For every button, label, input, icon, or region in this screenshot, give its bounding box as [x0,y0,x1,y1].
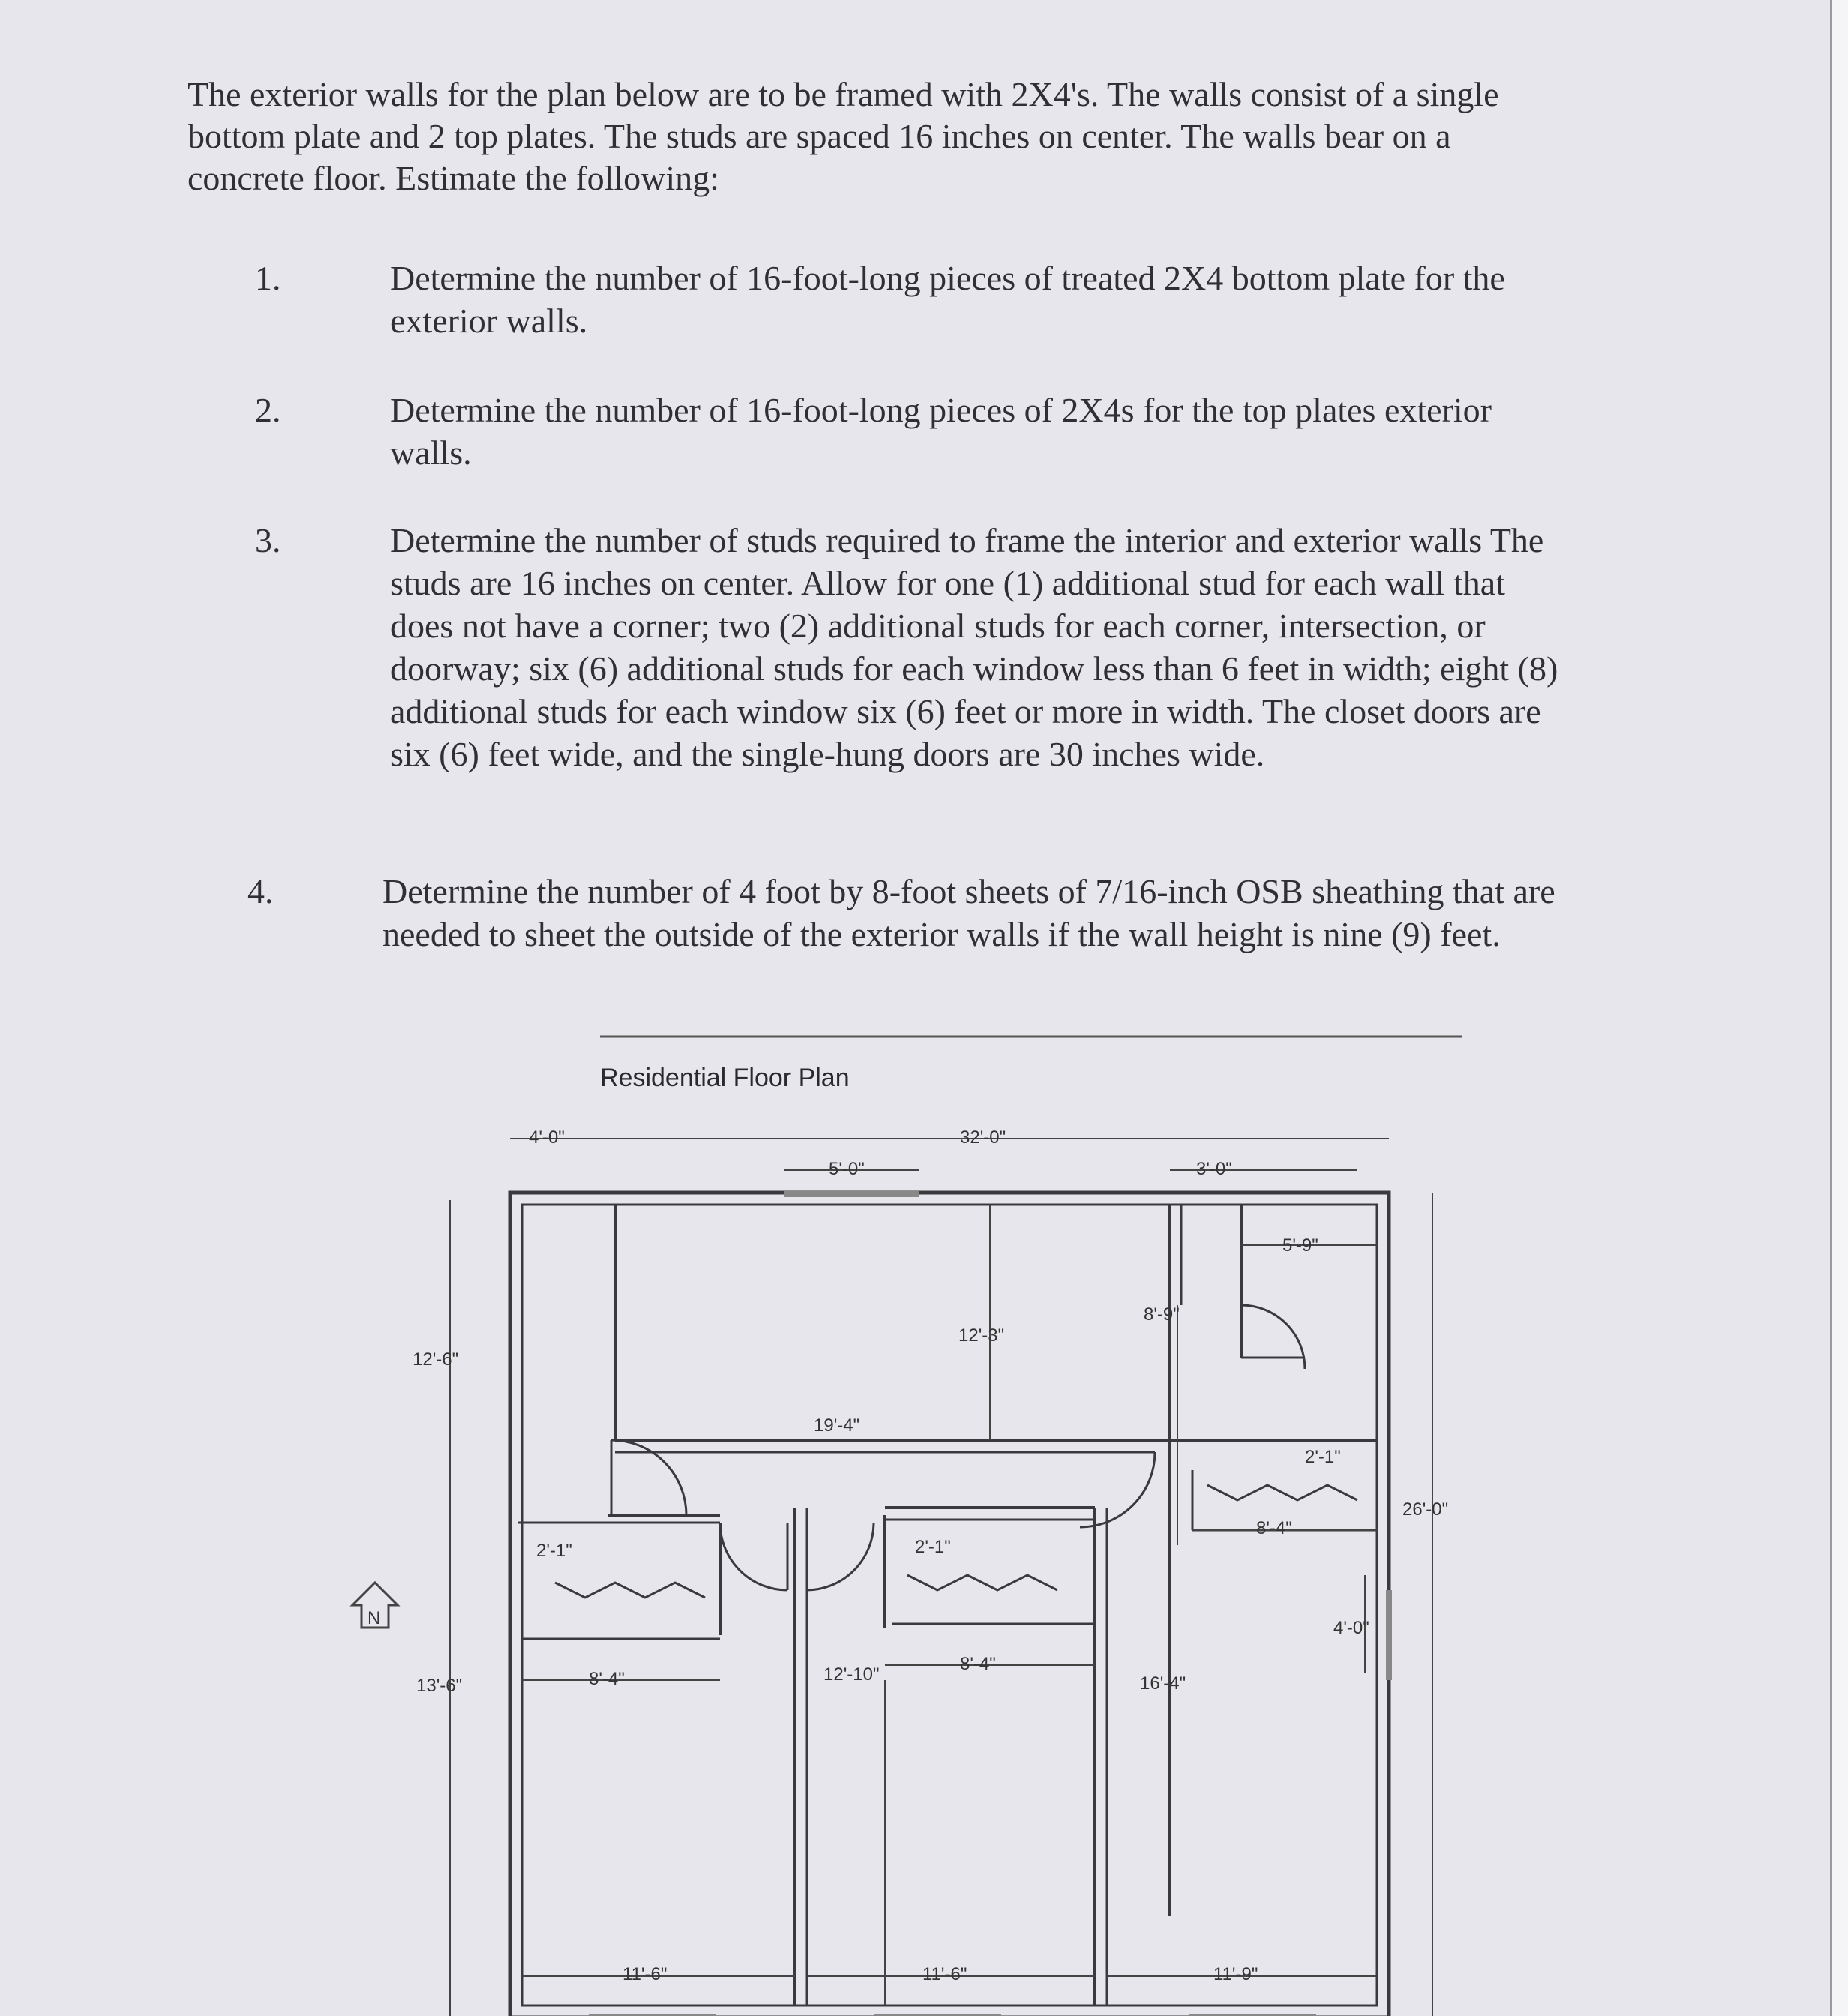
exterior-wall-outer [510,1192,1389,2016]
dim-label: 12'-3" [958,1325,1005,1346]
dim-label: 16'-4" [1140,1673,1186,1694]
question-text: Determine the number of 16-foot-long pieces of 2X4s for the top plates exterior walls. [390,391,1492,472]
dim-label: 11'-9" [1214,1964,1258,1984]
dim-label: 5'-0" [829,1159,865,1179]
page-edge [1830,0,1848,2016]
dim-label: 32'-0" [960,1127,1006,1148]
dim-label: 12'-6" [412,1349,459,1370]
question-text: Determine the number of studs required to frame the interior and exterior walls The studs are 16 inches on center. Allow for one (1) additional stud for each wall that does not have a corner; two (2) additional studs for each corner, intersection, or doorway; six (6) additional studs for each window less than 6 feet in width; eight (8) additional studs for each window six (6) feet or more in width. The closet doors are six (6) feet wide, and the single-hung doors are 30 inches wide. [390,521,1558,773]
dim-label: 4'-0" [529,1127,565,1148]
question-4 [248,870,1598,956]
question-number: 3. [255,521,281,560]
question-1 [255,256,1575,342]
intro-paragraph: The exterior walls for the plan below are to be framed with 2X4's. The walls consist of a single bottom plate and 2 top plates. The studs are spaced 16 inches on center. The walls bear on a concrete floor. Estimate the following: [188,75,1499,197]
dimension-lines [450,1138,1432,2016]
dim-label: 2'-1" [536,1540,572,1561]
dim-label: 26'-0" [1402,1499,1449,1520]
walls [510,1192,1389,2016]
dim-label: 2'-1" [915,1537,951,1557]
dim-label: 11'-6" [622,1964,668,1984]
dim-label: 5'-9" [1282,1235,1318,1256]
question-text: Determine the number of 16-foot-long pieces of treated 2X4 bottom plate for the exterior walls. [390,259,1505,340]
dim-label: 8'-4" [960,1654,996,1674]
dim-label: 3'-0" [1196,1159,1232,1179]
question-number: 2. [255,391,281,429]
dim-label: 13'-6" [416,1676,463,1696]
floor-plan-drawing [0,1005,1830,2016]
dim-label: 4'-0" [1334,1618,1370,1638]
exterior-wall-inner [522,1204,1377,2006]
dim-label: 11'-6" [922,1964,968,1984]
dim-label: 8'-4" [1256,1518,1292,1538]
question-3 [255,519,1575,776]
question-number: 1. [255,259,281,297]
question-text: Determine the number of 4 foot by 8-foot sheets of 7/16-inch OSB sheathing that are needed to sheet the outside of the exterior walls if the wall height is nine (9) feet. [382,872,1556,953]
plan-title: Residential Floor Plan [600,1064,850,1092]
north-label: N [368,1608,381,1628]
north-arrow [352,1582,398,1628]
dim-label: 19'-4" [814,1415,860,1436]
dim-label: 2'-1" [1305,1447,1341,1467]
question-2 [255,388,1575,474]
question-number: 4. [248,872,274,910]
dim-label: 8'-4" [589,1669,625,1689]
dim-label: 8'-9" [1144,1304,1180,1324]
dim-label: 12'-10" [824,1664,880,1684]
